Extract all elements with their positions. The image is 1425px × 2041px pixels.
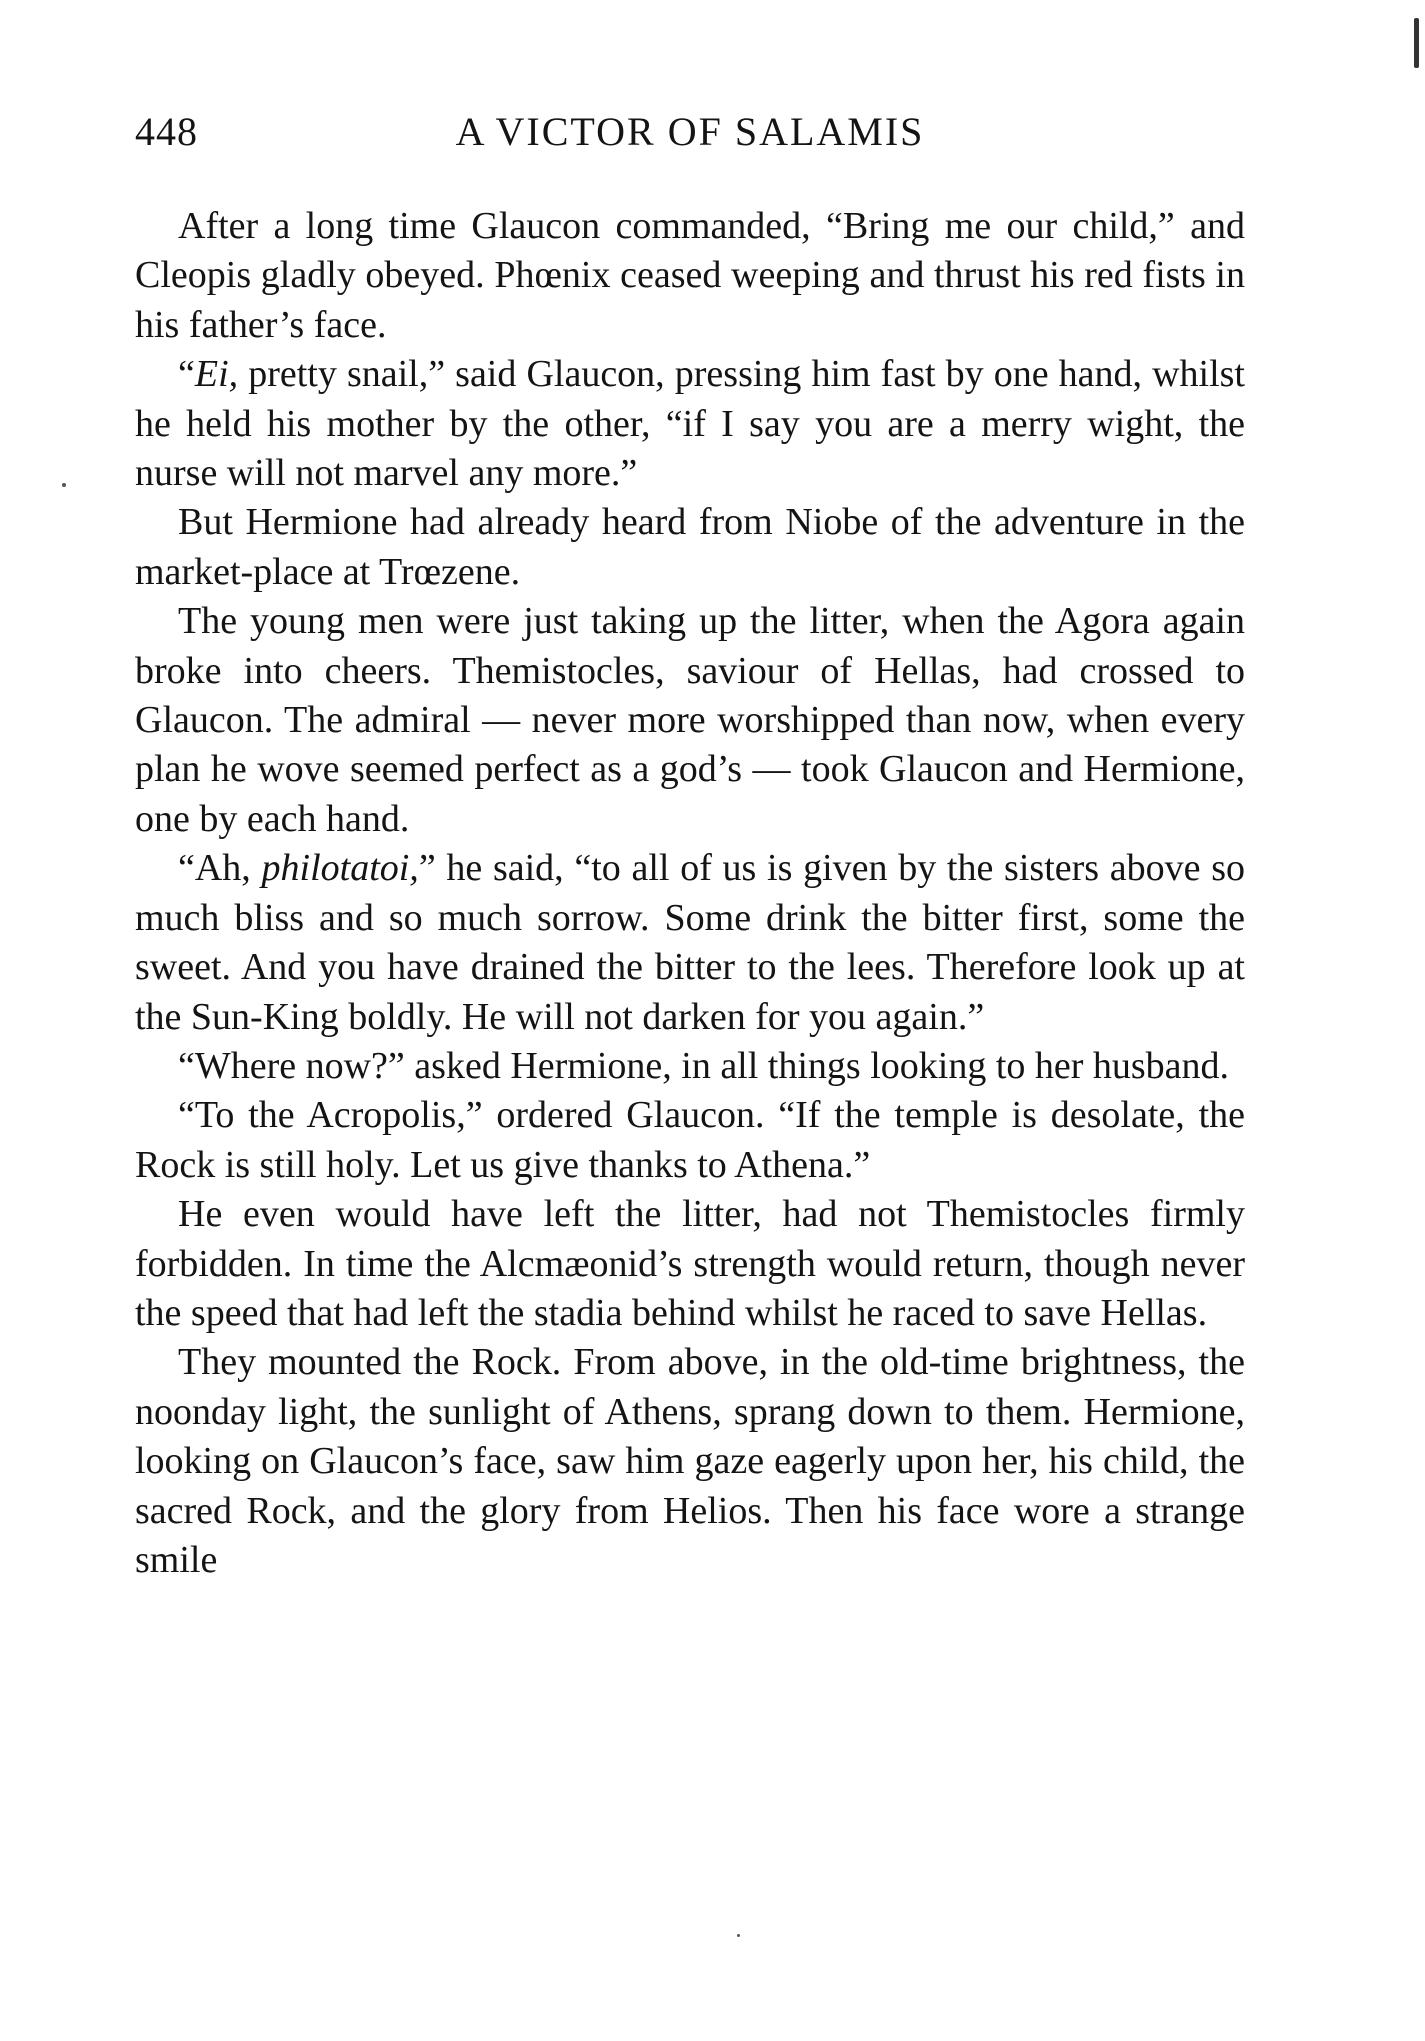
page-header (135, 108, 1245, 164)
open-quote-ah: “Ah, (178, 847, 262, 890)
paragraph-8: He even would have left the litter, had not Themistocles firmly forbidden. In time the Alcmæonid’s strength would return, though never the speed that had left the stadia behind whilst he raced to save Hellas. (135, 1193, 1245, 1334)
open-quote: “ (178, 353, 195, 396)
scan-edge-mark (1414, 18, 1419, 68)
body-text (135, 202, 1245, 1585)
paragraph-5 (135, 844, 1245, 1042)
paragraph-1: After a long time Glaucon commanded, “Bring me our child,” and Cleopis gladly obeyed. Phœnix ceased weeping and thrust his red fists in his father’s face. (135, 205, 1245, 346)
paragraph-5-rest: ” he said, “to all of us is given by the sisters above so much bliss and so much sorrow. Some drink the bitter first, some the sweet. And you have drained the bitter to the lees. Therefore look up at the Sun-King boldly. He will not darken for you again.” (135, 847, 1245, 1038)
paragraph-7: “To the Acropolis,” ordered Glaucon. “If the temple is desolate, the Rock is still holy. Let us give thanks to Athena.” (135, 1094, 1245, 1186)
scan-speck (737, 1934, 740, 1937)
paragraph-2 (135, 350, 1245, 498)
paragraph-9: They mounted the Rock. From above, in the old-time brightness, the noonday light, the sunlight of Athens, sprang down to them. Hermione, looking on Glaucon’s face, saw him gaze eagerly upon her, his child, the sacred Rock, and the glory from Helios. Then his face wore a strange smile (135, 1341, 1245, 1581)
scan-speck (62, 483, 66, 487)
paragraph-2-rest: pretty snail,” said Glaucon, pressing him fast by one hand, whilst he held his mother by the other, “if I say you are a merry wight, the nurse will not marvel any more.” (135, 353, 1245, 495)
italic-philotatoi: philotatoi, (261, 847, 419, 890)
paragraph-6: “Where now?” asked Hermione, in all things looking to her husband. (178, 1044, 1230, 1087)
paragraph-4: The young men were just taking up the litter, when the Agora again broke into cheers. Themistocles, saviour of Hellas, had crossed to Glaucon. The admiral — never more worshipped than now, when every plan he wove seemed perfect as a god’s — took Glaucon and Hermione, one by each hand. (135, 600, 1245, 840)
italic-ei: Ei, (194, 353, 239, 396)
page-number: 448 (135, 109, 198, 154)
paragraph-3: But Hermione had already heard from Niobe of the adventure in the market-place at Trœzene. (135, 501, 1245, 593)
running-title: A VICTOR OF SALAMIS (455, 109, 925, 154)
